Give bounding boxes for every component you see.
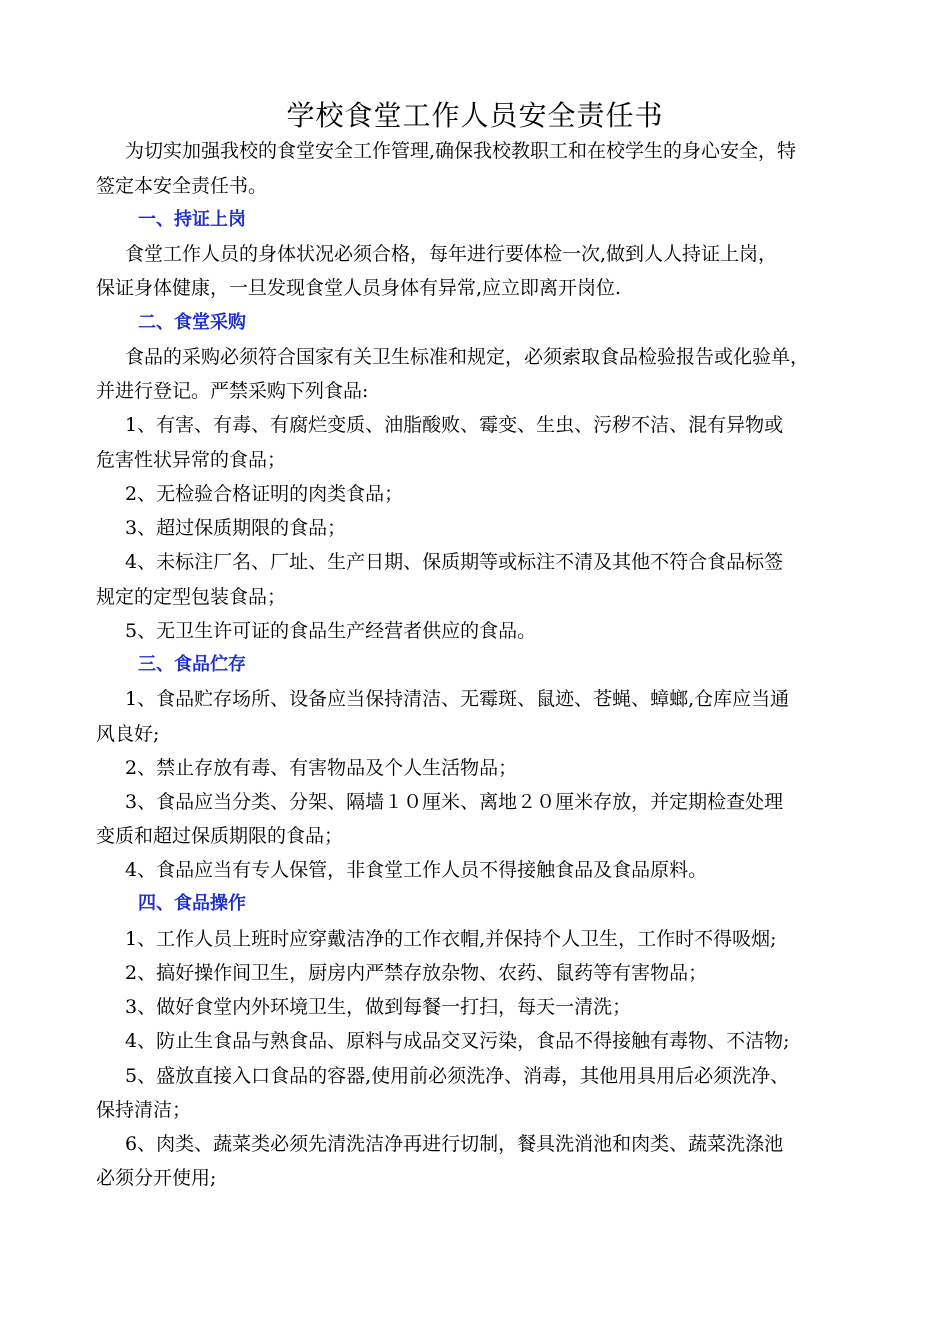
paragraph-line: 保证身体健康，一旦发现食堂人员身体有异常,应立即离开岗位. [96,277,622,299]
list-item: 2、禁止存放有毒、有害物品及个人生活物品； [125,757,518,779]
paragraph-line: 食堂工作人员的身体状况必须合格，每年进行要体检一次,做到人人持证上岗， [125,243,778,265]
list-item: 5、盛放直接入口食品的容器,使用前必须洗净、消毒，其他用具用后必须洗净、 [125,1065,790,1087]
section-heading-operations: 四、食品操作 [138,893,246,914]
list-item-continuation: 必须分开使用; [96,1167,217,1189]
list-item-continuation: 危害性状异常的食品； [96,449,287,471]
section-heading-certification: 一、持证上岗 [138,209,246,230]
list-item: 4、防止生食品与熟食品、原料与成品交叉污染，食品不得接触有毒物、不洁物; [125,1030,790,1052]
list-item-continuation: 保持清洁； [96,1099,192,1121]
list-item: 3、做好食堂内外环境卫生，做到每餐一打扫，每天一清洗； [125,996,632,1018]
list-item: 3、食品应当分类、分架、隔墙１０厘米、离地２０厘米存放，并定期检查处理 [125,791,784,813]
paragraph-line: 并进行登记。严禁采购下列食品: [96,380,369,402]
list-item: 4、食品应当有专人保管，非食堂工作人员不得接触食品及食品原料。 [125,859,708,881]
list-item: 1、工作人员上班时应穿戴洁净的工作衣帽,并保持个人卫生，工作时不得吸烟; [125,928,777,950]
intro-line: 为切实加强我校的食堂安全工作管理,确保我校教职工和在校学生的身心安全，特 [125,140,797,162]
section-heading-procurement: 二、食堂采购 [138,312,246,333]
list-item: 6、肉类、蔬菜类必须先清洗洁净再进行切制，餐具洗消池和肉类、蔬菜洗涤池 [125,1133,784,1155]
list-item-continuation: 风良好; [96,723,160,745]
list-item: 5、无卫生许可证的食品生产经营者供应的食品。 [125,620,537,642]
list-item-continuation: 规定的定型包装食品； [96,586,287,608]
list-item: 1、有害、有毒、有腐烂变质、油脂酸败、霉变、生虫、污秽不洁、混有异物或 [125,414,784,436]
section-heading-storage: 三、食品伫存 [138,654,246,675]
list-item: 2、无检验合格证明的肉类食品； [125,483,404,505]
list-item-continuation: 变质和超过保质期限的食品； [96,825,344,847]
paragraph-line: 食品的采购必须符合国家有关卫生标准和规定，必须索取食品检验报告或化验单， [125,346,810,368]
list-item: 4、未标注厂名、厂址、生产日期、保质期等或标注不清及其他不符合食品标签 [125,551,784,573]
list-item: 1、食品贮存场所、设备应当保持清洁、无霉斑、鼠迹、苍蝇、蟑螂,仓库应当通 [125,688,790,710]
list-item: 3、超过保质期限的食品； [125,517,347,539]
list-item: 2、搞好操作间卫生，厨房内严禁存放杂物、农药、鼠药等有害物品； [125,962,708,984]
intro-line: 签定本安全责任书。 [96,175,268,197]
document-title: 学校食堂工作人员安全责任书 [286,99,664,132]
